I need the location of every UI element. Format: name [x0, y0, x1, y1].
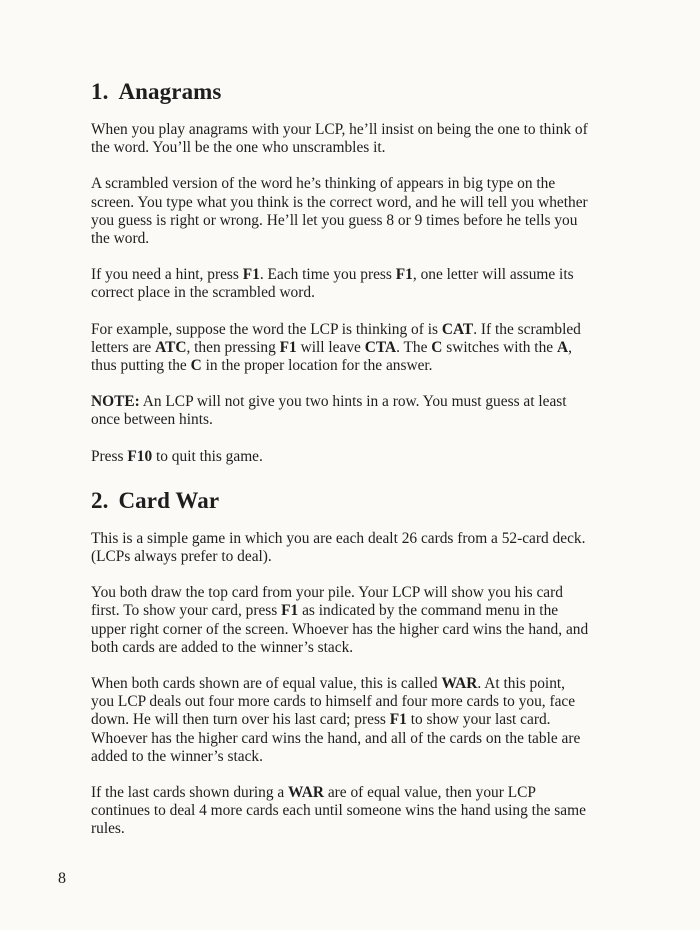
text: . If the scrambled letters are: [91, 320, 581, 356]
text: . At this point, you LCP deals out four more cards to himself and four more cards to you, face down. He will then turn over his last card; press: [91, 675, 576, 729]
key-term: CAT: [441, 320, 474, 338]
page-body: [91, 78, 591, 857]
text: , one letter will assume its correct place in the scrambled word.: [91, 266, 574, 302]
paragraph: [91, 675, 591, 766]
text: . Each time you press: [259, 266, 396, 284]
text: This is a simple game in which you are each dealt 26 cards from a 52-card deck. (LCPs always prefer to deal).: [91, 529, 586, 566]
text: If you need a hint, press: [91, 266, 243, 284]
key-term: F1: [281, 602, 299, 620]
text: If the last cards shown during a: [91, 784, 289, 802]
text: , then pressing: [186, 338, 280, 356]
paragraph: [91, 448, 591, 466]
key-term: CTA: [364, 338, 397, 356]
text: , thus putting the: [91, 338, 572, 375]
key-term: F1: [395, 266, 413, 284]
text: as indicated by the command menu in the upper right corner of the screen. Whoever has the higher card wins the hand, and both cards are added to the winner’s stack.: [91, 602, 589, 656]
key-term: C: [431, 338, 443, 356]
section-title: Anagrams: [118, 79, 222, 104]
page-number: 8: [58, 870, 66, 887]
note-label: NOTE:: [91, 393, 140, 411]
text: to show your last card. Whoever has the higher card wins the hand, and all of the cards on the table are added to the winner’s stack.: [91, 711, 581, 765]
key-term: F1: [279, 338, 297, 356]
text: in the proper location for the answer.: [201, 357, 433, 375]
paragraph: [91, 321, 591, 376]
section-card-war: [91, 487, 591, 839]
text: When you play anagrams with your LCP, he’ll insist on being the one to think of the word. You’ll be the one who unscrambles it.: [91, 121, 588, 157]
key-term: C: [190, 357, 202, 375]
section-anagrams: [91, 78, 591, 466]
paragraph: [91, 530, 591, 566]
text: For example, suppose the word the LCP is thinking of is: [91, 320, 442, 338]
section-heading: [91, 78, 591, 106]
text: are of equal value, then your LCP continues to deal 4 more cards each until someone wins the hand using the same rules.: [91, 784, 586, 838]
paragraph: [91, 121, 591, 157]
section-title: Card War: [118, 487, 220, 513]
key-term: ATC: [155, 338, 187, 356]
key-term: F1: [389, 711, 407, 729]
text: A scrambled version of the word he’s thinking of appears in big type on the screen. You type what you think is the correct word, and he will tell you whether you guess is right or wrong. He’ll let you guess 8 or 9 times before he tells you the word.: [91, 175, 588, 248]
key-term: F10: [127, 447, 153, 465]
text: . The: [396, 338, 432, 356]
paragraph: [91, 266, 591, 302]
note-paragraph: [91, 393, 591, 429]
key-term: A: [556, 338, 569, 356]
text: will leave: [296, 338, 365, 356]
text: to quit this game.: [152, 447, 263, 465]
key-term: WAR: [288, 784, 324, 802]
section-number: 1.: [91, 79, 109, 104]
text: Press: [91, 447, 128, 465]
text: When both cards shown are of equal value, this is called: [91, 675, 442, 693]
text: An LCP will not give you two hints in a row. You must guess at least once between hints.: [91, 393, 567, 429]
section-heading: [91, 487, 591, 515]
text: switches with the: [442, 338, 557, 356]
section-number: 2.: [91, 487, 109, 513]
paragraph: [91, 784, 591, 839]
key-term: F1: [242, 266, 260, 284]
paragraph: [91, 175, 591, 248]
text: You both draw the top card from your pile. Your LCP will show you his card first. To show your card, press: [91, 584, 563, 620]
paragraph: [91, 584, 591, 657]
key-term: WAR: [441, 675, 478, 693]
